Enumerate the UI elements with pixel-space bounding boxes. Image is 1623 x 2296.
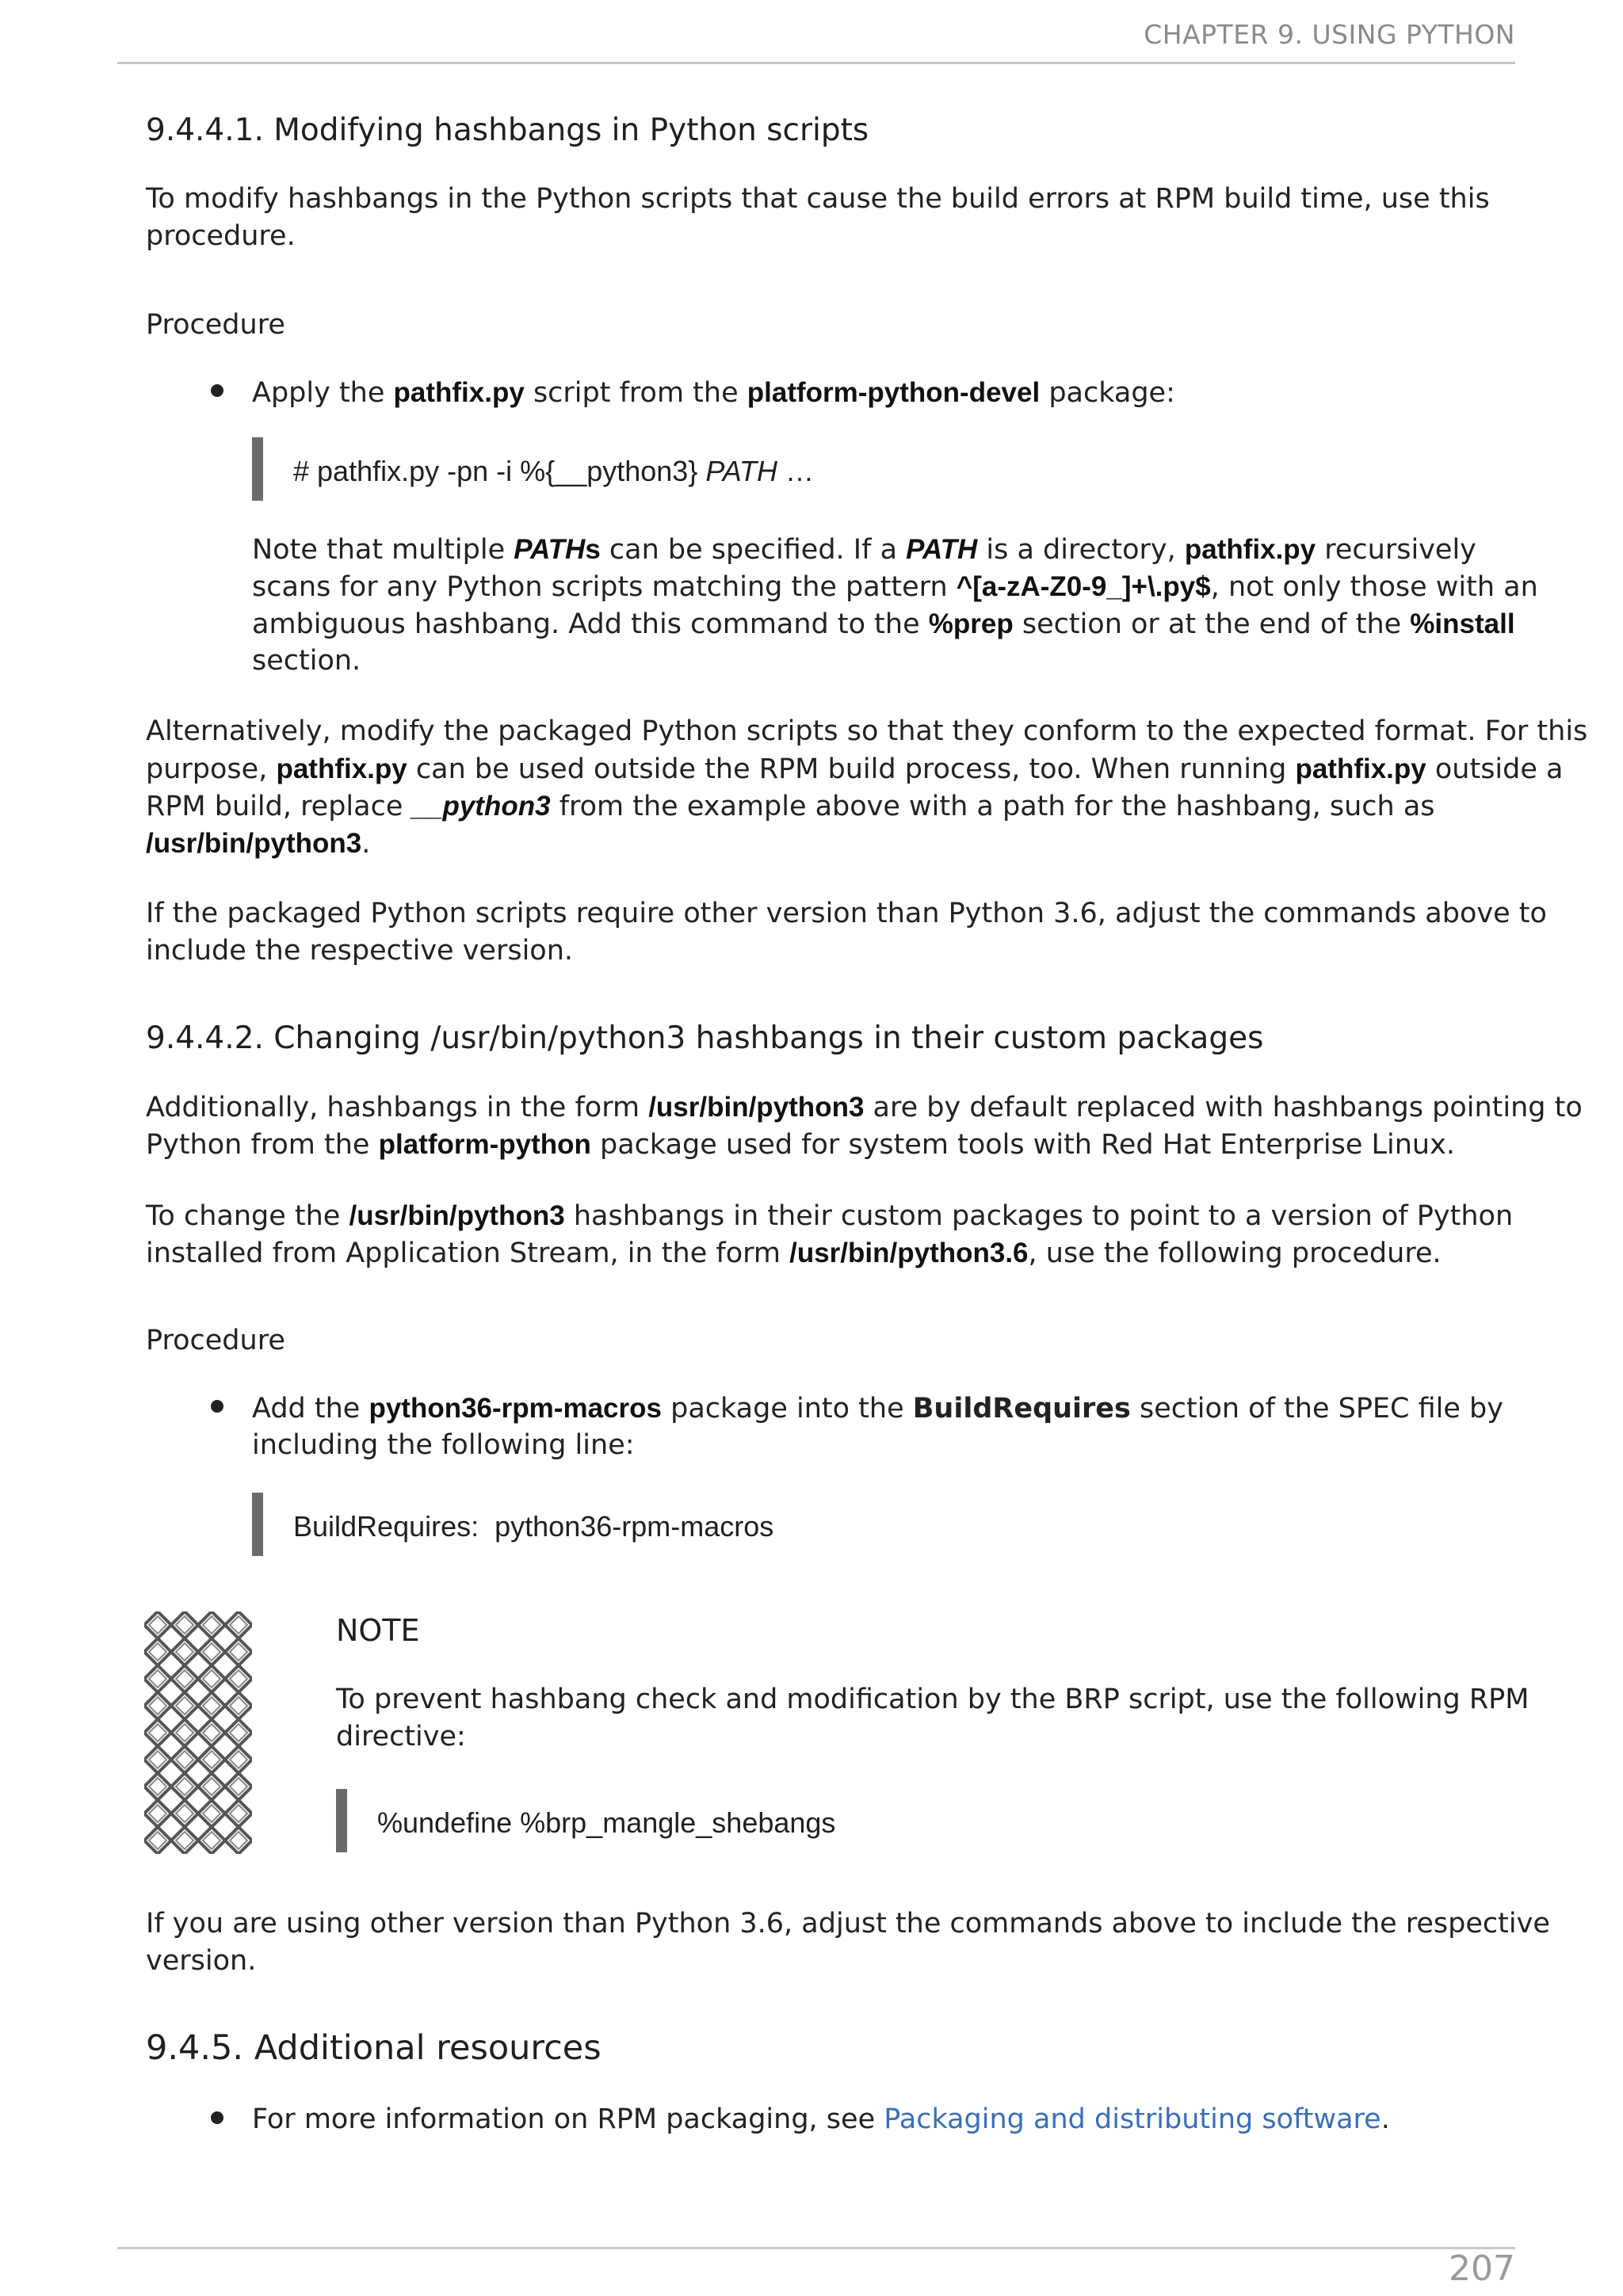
text: package used for system tools with Red Hat Enterprise Linux. — [590, 1129, 1455, 1161]
text: . — [361, 828, 371, 860]
header-rule — [117, 62, 1515, 64]
s2-p2-line2 — [146, 1234, 1442, 1272]
code-text: … — [777, 455, 815, 487]
bullet-dot — [211, 384, 223, 397]
plural-s: s — [585, 534, 601, 565]
s2-bullet-line1 — [252, 1390, 1503, 1428]
pathfix-name: pathfix.py — [1184, 534, 1316, 565]
s1-alt-line2 — [146, 750, 1563, 788]
s1-intro-line2: procedure. — [146, 220, 296, 252]
s2-ver-line2: version. — [146, 1945, 257, 1977]
s1-procedure-heading: Procedure — [146, 309, 285, 341]
path-term: PATH — [906, 534, 978, 565]
s1-alt-line4 — [146, 825, 370, 863]
s1-note-line1 — [252, 531, 1476, 569]
code-buildrequires: BuildRequires: python36-rpm-macros — [293, 1510, 774, 1543]
code-pathfix — [293, 455, 814, 488]
s2-ver-line1: If you are using other version than Python 3.6, adjust the commands above to include the respective — [146, 1908, 1550, 1939]
s1-note-line4: section. — [252, 645, 361, 677]
s1-ver-line1: If the packaged Python scripts require other version than Python 3.6, adjust the commands above to — [146, 898, 1547, 929]
python3-macro: __python3 — [411, 791, 551, 822]
code-bar — [336, 1789, 347, 1852]
chapter-header: CHAPTER 9. USING PYTHON — [1144, 19, 1515, 50]
section-title-9-4-4-1: 9.4.4.1. Modifying hashbangs in Python scripts — [146, 113, 869, 148]
text: recursively — [1316, 534, 1476, 566]
text: can be specified. If a — [600, 534, 907, 566]
text: section of the SPEC file by — [1130, 1393, 1503, 1425]
pathfix-name: pathfix.py — [276, 753, 407, 784]
section-title-9-4-4-2: 9.4.4.2. Changing /usr/bin/python3 hashbangs in their custom packages — [146, 1020, 1264, 1056]
text: hashbangs in their custom packages to point to a version of Python — [564, 1200, 1514, 1232]
page-number: 207 — [1449, 2248, 1515, 2289]
s1-note-line3 — [252, 605, 1515, 643]
text: package into the — [661, 1393, 913, 1425]
packaging-link[interactable]: Packaging and distributing software — [884, 2103, 1381, 2135]
usr-bin-python36: /usr/bin/python3.6 — [789, 1238, 1029, 1268]
text: Python from the — [146, 1129, 379, 1161]
s1-alt-line3 — [146, 788, 1435, 826]
s2-p1-line2 — [146, 1126, 1455, 1164]
text: . — [1381, 2103, 1390, 2135]
bullet-dot — [211, 2111, 223, 2124]
text: script from the — [524, 377, 747, 409]
s2-procedure-heading: Procedure — [146, 1325, 285, 1356]
text: Additionally, hashbangs in the form — [146, 1092, 649, 1123]
usr-bin-python3: /usr/bin/python3 — [146, 828, 362, 859]
regex-pattern: ^[a-zA-Z0-9_]+\.py$ — [956, 571, 1211, 602]
prep-section: %prep — [928, 608, 1014, 639]
code-italic: PATH — [705, 455, 778, 487]
install-section: %install — [1410, 608, 1515, 639]
code-undefine: %undefine %brp_mangle_shebangs — [377, 1806, 836, 1839]
text: For more information on RPM packaging, see — [252, 2103, 884, 2135]
text: , use the following procedure. — [1028, 1238, 1442, 1269]
path-term: PATH — [514, 534, 586, 565]
buildrequires-term: BuildRequires — [912, 1393, 1131, 1425]
s1-note-line2 — [252, 568, 1538, 606]
text: package: — [1040, 377, 1175, 409]
platform-python: platform-python — [378, 1129, 591, 1160]
note-line1: To prevent hashbang check and modification by the BRP script, use the following RPM — [336, 1684, 1529, 1715]
text: from the example above with a path for the hashbang, such as — [550, 791, 1435, 822]
code-bar — [252, 1493, 263, 1556]
pathfix-name: pathfix.py — [393, 377, 525, 408]
text: section or at the end of the — [1013, 608, 1411, 640]
text: , not only those with an — [1210, 571, 1538, 603]
text: are by default replaced with hashbangs pointing to — [864, 1092, 1583, 1123]
text: purpose, — [146, 753, 277, 785]
s1-alt-line1: Alternatively, modify the packaged Python scripts so that they conform to the expected format. For this — [146, 715, 1588, 747]
s1-intro-line1: To modify hashbangs in the Python scripts that cause the build errors at RPM build time, use this — [146, 183, 1490, 215]
bullet-dot — [211, 1400, 223, 1413]
s2-p1-line1 — [146, 1089, 1583, 1127]
s3-bullet-1 — [252, 2101, 1390, 2138]
text: RPM build, replace — [146, 791, 412, 822]
text: installed from Application Stream, in the form — [146, 1238, 790, 1269]
code-bar — [252, 437, 263, 501]
note-icon — [144, 1611, 252, 1854]
s2-p2-line1 — [146, 1197, 1513, 1235]
package-name: platform-python-devel — [747, 377, 1041, 408]
package-name: python36-rpm-macros — [369, 1393, 662, 1424]
s2-bullet-line2: including the following line: — [252, 1429, 635, 1461]
text: To change the — [146, 1200, 349, 1232]
text: outside a — [1426, 753, 1564, 785]
s1-bullet-1 — [252, 374, 1175, 412]
text: scans for any Python scripts matching the pattern — [252, 571, 957, 603]
usr-bin-python3: /usr/bin/python3 — [349, 1200, 565, 1231]
footer-rule — [117, 2247, 1515, 2249]
text: ambiguous hashbang. Add this command to the — [252, 608, 929, 640]
text: Add the — [252, 1393, 369, 1425]
text: is a directory, — [977, 534, 1185, 566]
note-title: NOTE — [336, 1613, 420, 1648]
usr-bin-python3: /usr/bin/python3 — [648, 1092, 865, 1123]
note-line2: directive: — [336, 1721, 466, 1753]
code-text: # pathfix.py -pn -i %{__python3} — [293, 455, 706, 487]
text: Apply the — [252, 377, 394, 409]
pathfix-name: pathfix.py — [1295, 753, 1426, 784]
section-title-9-4-5: 9.4.5. Additional resources — [146, 2028, 601, 2068]
text: can be used outside the RPM build process, too. When running — [407, 753, 1296, 785]
text: Note that multiple — [252, 534, 514, 566]
s1-ver-line2: include the respective version. — [146, 935, 574, 967]
